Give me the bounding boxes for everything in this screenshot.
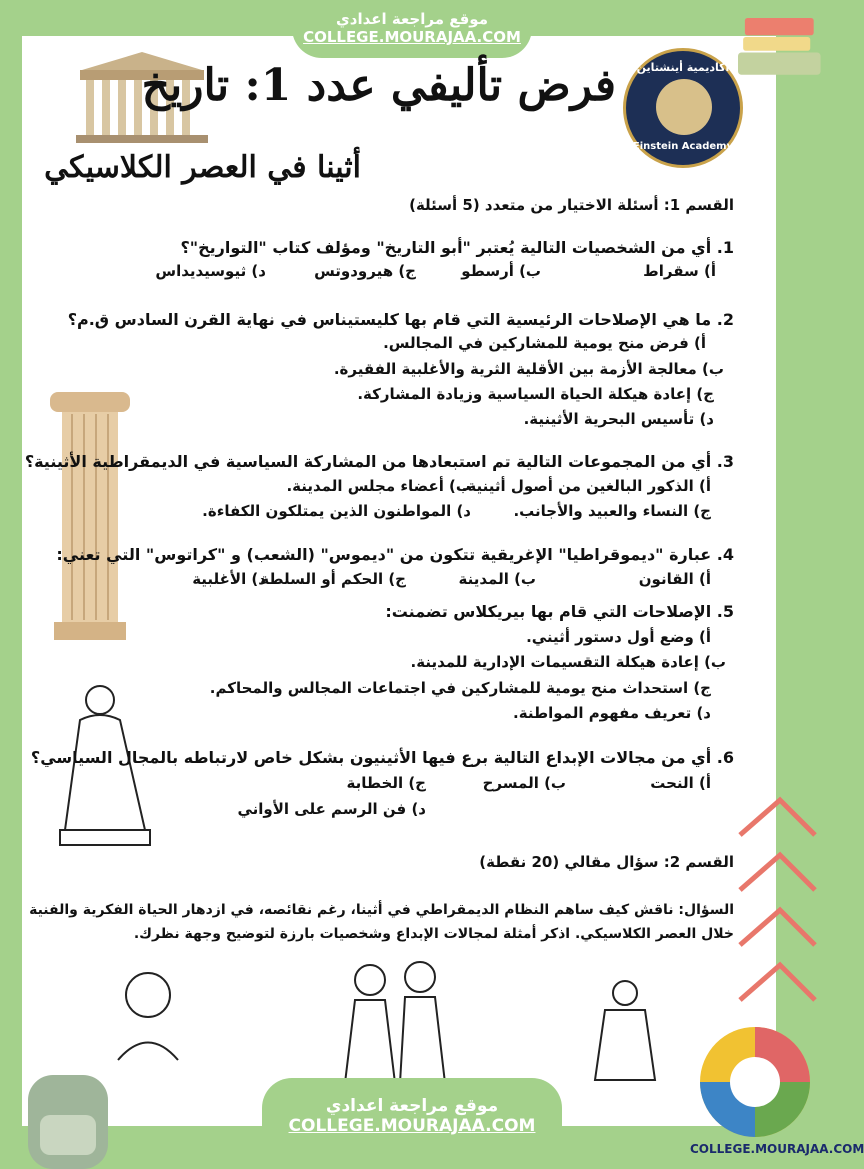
- site-name: موقع مراجعة اعدادي: [336, 10, 488, 28]
- q6-option-d[interactable]: د) فن الرسم على الأواني: [237, 800, 426, 818]
- question-5: 5. الإصلاحات التي قام بها بيريكلاس تضمنت:: [385, 602, 734, 621]
- einstein-academy-logo: [623, 48, 743, 168]
- section2-heading: القسم 2: سؤال مقالي (20 نقطة): [479, 853, 734, 871]
- q4-option-d[interactable]: د) الأغلبية: [192, 570, 266, 588]
- question-6: 6. أي من مجالات الإبداع التالية برع فيها الأثينيون بشكل خاص لارتباطه بالمجال السياسي؟: [30, 748, 734, 767]
- q3-option-d[interactable]: د) المواطنون الذين يمتلكون الكفاءة.: [202, 502, 471, 520]
- exam-subtitle: أثينا في العصر الكلاسيكي: [44, 150, 361, 185]
- q6-option-c[interactable]: ج) الخطابة: [346, 774, 426, 792]
- essay-question-line2: خلال العصر الكلاسيكي. اذكر أمثلة لمجالات الإبداع وشخصيات بارزة لتوضيح وجهة نظرك.: [133, 926, 734, 942]
- q2-option-b[interactable]: ب) معالجة الأزمة بين الأقلية الثرية والأغلبية الفقيرة.: [333, 360, 724, 378]
- essay-question-line1: السؤال: ناقش كيف ساهم النظام الديمقراطي في أثينا، رغم نقائصه، في ازدهار الحياة الفكرية والفنية: [29, 902, 734, 918]
- q3-option-c[interactable]: ج) النساء والعبيد والأجانب.: [513, 502, 711, 520]
- q5-option-c[interactable]: ج) استحداث منح يومية للمشاركين في اجتماعات المجالس والمحاكم.: [209, 679, 711, 697]
- ionic-column-image: [50, 392, 130, 642]
- q1-option-d[interactable]: د) ثيوسيديداس: [155, 262, 266, 280]
- q3-option-a[interactable]: أ) الذكور البالغين من أصول أثينية.: [461, 477, 711, 495]
- backpack-image: [18, 1060, 118, 1169]
- q1-option-b[interactable]: ب) أرسطو: [461, 262, 541, 280]
- q5-option-b[interactable]: ب) إعادة هيكلة التقسيمات الإدارية للمدينة.: [410, 653, 726, 671]
- books-image: [738, 14, 824, 84]
- corner-site-url[interactable]: COLLEGE.MOURAJAA.COM: [690, 1142, 864, 1156]
- q5-option-d[interactable]: د) تعريف مفهوم المواطنة.: [513, 704, 711, 722]
- header-banner: [292, 0, 532, 58]
- footer-site-name: موقع مراجعة اعدادي: [325, 1096, 499, 1116]
- logo-text-ar: أكاديمية أينشتاين: [636, 61, 730, 74]
- question-1: 1. أي من الشخصيات التالية يُعتبر "أبو التاريخ" ومؤلف كتاب "التواريخ"؟: [180, 238, 734, 257]
- seated-thinker-statue-image: [590, 975, 660, 1085]
- q2-option-a[interactable]: أ) فرض منح يومية للمشاركين في المجالس.: [383, 334, 706, 352]
- two-philosophers-image: [325, 955, 465, 1085]
- q1-option-c[interactable]: ج) هيرودوتس: [314, 262, 416, 280]
- q4-option-c[interactable]: ج) الحكم أو السلطة: [260, 570, 406, 588]
- footer-site-url-link[interactable]: COLLEGE.MOURAJAA.COM: [288, 1116, 536, 1136]
- philosopher-bust-image: [108, 965, 188, 1065]
- site-url-link[interactable]: COLLEGE.MOURAJAA.COM: [303, 28, 521, 46]
- logo-text-en: Einstein Academy: [632, 141, 734, 152]
- q2-option-c[interactable]: ج) إعادة هيكلة الحياة السياسية وزيادة المشاركة.: [357, 385, 714, 403]
- q4-option-b[interactable]: ب) المدينة: [458, 570, 536, 588]
- footer-banner: [262, 1078, 562, 1169]
- question-2: 2. ما هي الإصلاحات الرئيسية التي قام بها كليستيناس في نهاية القرن السادس ق.م؟: [67, 310, 734, 329]
- q1-option-a[interactable]: أ) سقراط: [643, 262, 716, 280]
- q3-option-b[interactable]: ب) أعضاء مجلس المدينة.: [286, 477, 471, 495]
- q2-option-d[interactable]: د) تأسيس البحرية الأثينية.: [523, 410, 714, 428]
- question-4: 4. عبارة "ديموقراطيا" الإغريقية تتكون من "ديموس" (الشعب) و "كراتوس" التي تعني:: [56, 545, 734, 564]
- chevron-arrows-decoration: [735, 795, 815, 1025]
- exam-title: فرض تأليفي عدد 1: تاريخ: [141, 60, 616, 111]
- q5-option-a[interactable]: أ) وضع أول دستور أثيني.: [526, 628, 711, 646]
- question-3: 3. أي من المجموعات التالية تم استبعادها من المشاركة السياسية في الديمقراطية الأثينية؟: [24, 452, 734, 471]
- q4-option-a[interactable]: أ) القانون: [638, 570, 711, 588]
- section1-heading: القسم 1: أسئلة الاختيار من متعدد (5 أسئلة): [409, 196, 734, 214]
- q6-option-b[interactable]: ب) المسرح: [482, 774, 566, 792]
- subjects-wheel-image: [695, 1025, 815, 1140]
- q6-option-a[interactable]: أ) النحت: [650, 774, 711, 792]
